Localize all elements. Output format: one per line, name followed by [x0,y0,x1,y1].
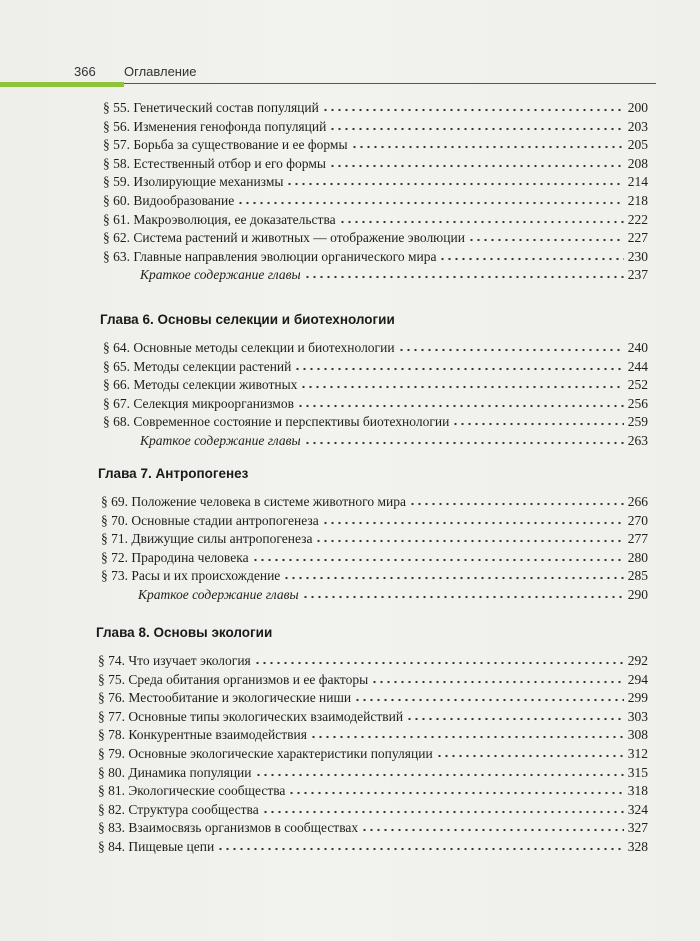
toc-entry-title: § 72. Прародина человека [101,549,249,565]
toc-entry-title: § 71. Движущие силы антропогенеза [101,531,313,547]
dot-leader [322,521,624,525]
dot-leader [237,201,624,205]
dot-leader [300,385,623,389]
dot-leader [329,127,623,131]
toc-entry-title: § 79. Основные экологические характеристики популяции [98,746,433,761]
header-accent-bar [0,82,124,87]
dot-leader [217,847,624,851]
dot-leader [439,257,623,261]
toc-entry-page: 290 [627,587,648,602]
toc-entry[interactable] [101,492,648,510]
toc-entry-page: 280 [627,549,648,565]
toc-entry-title: § 75. Среда обитания организмов и ее факторы [98,671,369,687]
dot-leader [361,828,624,832]
toc-entry[interactable] [101,529,648,547]
toc-entry-page: 208 [627,155,648,171]
dot-leader [354,698,624,702]
toc-entry-title: § 57. Борьба за существование и ее формы [103,137,348,153]
toc-entry-title: § 67. Селекция микроорганизмов [103,395,294,411]
toc-entry-page: 259 [627,414,648,430]
toc-entry[interactable] [101,511,648,529]
toc-entry-title: § 80. Динамика популяции [98,764,252,780]
toc-entry[interactable] [103,412,648,430]
toc-summary-entry[interactable] [140,265,648,283]
toc-entry-page: 315 [627,764,648,780]
toc-entry-page: 312 [627,746,648,761]
dot-leader [322,108,624,112]
toc-entry[interactable] [103,357,648,375]
dot-leader [315,539,623,543]
toc-entry[interactable] [98,781,648,799]
toc-entry-title: § 68. Современное состояние и перспективы биотехнологии [103,414,450,430]
dot-leader [283,576,623,580]
dot-leader [398,348,624,352]
dot-leader [304,275,624,279]
toc-entry-page: 244 [627,358,648,374]
toc-entry-title: § 60. Видообразование [103,193,235,208]
dot-leader [339,220,624,224]
toc-entry-title: § 69. Положение человека в системе животного мира [101,494,406,509]
toc-entry-title: § 74. Что изучает экология [98,653,251,668]
toc-entry-title: § 56. Изменения генофонда популяций [103,118,327,134]
running-title: Оглавление [124,64,197,79]
toc-entry[interactable] [98,670,648,688]
toc-entry[interactable] [103,210,648,228]
dot-leader [286,182,623,186]
dot-leader [254,661,624,665]
toc-entry-title: § 77. Основные типы экологических взаимодействий [98,708,404,724]
toc-entry-title: § 70. Основные стадии антропогенеза [101,512,319,528]
dot-leader [452,422,623,426]
toc-entry-title: § 65. Методы селекции растений [103,358,292,374]
toc-entry[interactable] [103,338,648,356]
toc-entry-title: § 62. Система растений и животных — отображение эволюции [103,230,465,246]
toc-entry-page: 227 [627,230,648,246]
toc-entry-page: 214 [627,174,648,190]
page-header [0,58,660,88]
toc-entry[interactable] [103,172,648,190]
toc-summary-entry[interactable] [140,431,648,449]
toc-entry[interactable] [98,688,648,706]
dot-leader [304,441,624,445]
toc-entry-page: 203 [627,118,648,134]
toc-entry[interactable] [98,763,648,781]
chapter-heading: Глава 8. Основы экологии [96,625,273,640]
toc-entry-page: 292 [627,653,648,668]
toc-entry-page: 328 [627,839,648,854]
dot-leader [288,791,623,795]
toc-entry-title: § 61. Макроэволюция, ее доказательства [103,211,336,227]
toc-entry-page: 205 [627,137,648,153]
toc-entry[interactable] [103,191,648,209]
dot-leader [351,145,624,149]
chapter-heading: Глава 7. Антропогенез [98,466,249,481]
toc-entry-page: 303 [627,708,648,724]
toc-entry-page: 256 [627,395,648,411]
toc-entry-title: Краткое содержание главы [140,433,301,448]
toc-entry-page: 218 [627,193,648,208]
toc-entry-page: 327 [627,820,648,836]
toc-entry-page: 266 [627,494,648,509]
toc-entry-page: 277 [627,531,648,547]
toc-entry-page: 230 [627,248,648,264]
toc-entry-title: § 55. Генетический состав популяций [103,100,319,115]
toc-entry-title: § 59. Изолирующие механизмы [103,174,284,190]
toc-entry-page: 240 [627,340,648,355]
toc-entry-title: § 83. Взаимосвязь организмов в сообществах [98,820,359,836]
toc-entry-title: § 73. Расы и их происхождение [101,568,281,584]
toc-entry-page: 285 [627,568,648,584]
dot-leader [329,164,624,168]
dot-leader [436,754,624,758]
toc-entry-title: § 76. Местообитание и экологические ниши [98,690,352,706]
toc-entry-title: § 84. Пищевые цепи [98,839,215,854]
toc-entry[interactable] [98,800,648,818]
toc-entry[interactable] [103,394,648,412]
toc-entry-page: 237 [627,267,648,283]
toc-entry[interactable] [98,837,648,855]
toc-entry[interactable] [103,135,648,153]
toc-entry[interactable] [103,154,648,172]
toc-entry-title: § 82. Структура сообщества [98,801,259,817]
toc-entry-page: 308 [627,727,648,743]
toc-entry-page: 324 [627,801,648,817]
toc-entry-page: 299 [627,690,648,706]
toc-entry-title: § 81. Экологические сообщества [98,783,286,799]
toc-entry-page: 294 [627,671,648,687]
toc-entry[interactable] [103,375,648,393]
dot-leader [262,810,624,814]
toc-entry[interactable] [98,725,648,743]
toc-entry-page: 252 [627,377,648,393]
dot-leader [310,735,624,739]
dot-leader [406,717,624,721]
dot-leader [255,773,624,777]
toc-entry-title: § 63. Главные направления эволюции органического мира [103,248,437,264]
toc-entry-title: § 78. Конкурентные взаимодействия [98,727,307,743]
dot-leader [294,367,623,371]
toc-entry[interactable] [103,247,648,265]
chapter-heading: Глава 6. Основы селекции и биотехнологии [100,312,395,327]
toc-entry-page: 200 [627,100,648,115]
toc-entry[interactable] [98,707,648,725]
dot-leader [302,595,624,599]
toc-entry-page: 222 [627,211,648,227]
header-rule [124,83,656,84]
dot-leader [297,404,624,408]
toc-entry[interactable] [98,744,648,762]
dot-leader [409,502,624,506]
dot-leader [252,558,624,562]
toc-entry-title: Краткое содержание главы [138,587,299,602]
toc-entry-title: § 64. Основные методы селекции и биотехнологии [103,340,395,355]
dot-leader [468,238,624,242]
toc-entry-title: § 58. Естественный отбор и его формы [103,155,326,171]
toc-entry-page: 270 [627,512,648,528]
page-number: 366 [74,64,96,79]
toc-entry[interactable] [98,818,648,836]
toc-entry-page: 318 [627,783,648,799]
toc-entry-title: Краткое содержание главы [140,267,301,283]
toc-entry[interactable] [101,566,648,584]
toc-entry[interactable] [98,651,648,669]
toc-entry[interactable] [103,228,648,246]
toc-entry[interactable] [101,548,648,566]
toc-summary-entry[interactable] [138,585,648,603]
toc-entry[interactable] [103,117,648,135]
toc-entry-title: § 66. Методы селекции животных [103,377,298,393]
toc-entry[interactable] [103,98,648,116]
toc-entry-page: 263 [627,433,648,448]
dot-leader [371,680,624,684]
